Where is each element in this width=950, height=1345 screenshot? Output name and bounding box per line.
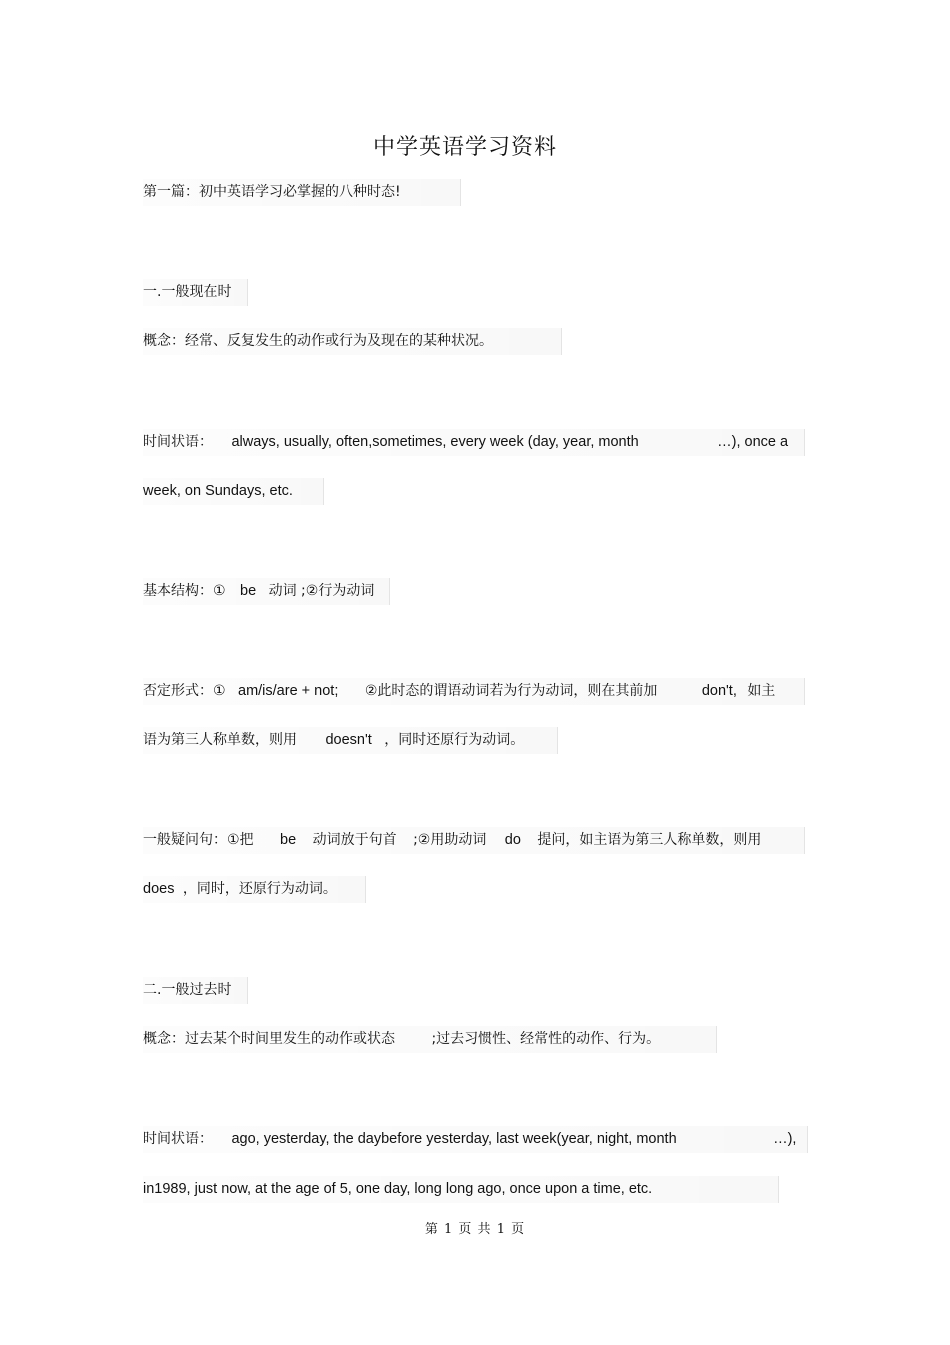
section-1-question-continued [143, 876, 366, 903]
section-2-concept [143, 1026, 717, 1053]
negative-part-7: ，同时还原行为动词。 [384, 732, 525, 748]
section-2-time-adverbials-continued [143, 1176, 779, 1203]
time-list-part-3: week, on Sundays, etc. [143, 483, 293, 499]
section-1-heading [143, 279, 248, 306]
section-2-heading-text: 二.一般过去时 [143, 982, 232, 998]
negative-part-4: 如主 [747, 683, 776, 699]
time-list-part-1: always, usually, often,sometimes, every week (day, year, month [231, 434, 639, 450]
time-list-part-2: …), once a [717, 434, 789, 450]
question-part-7: does [143, 881, 175, 897]
section-1-negative [143, 678, 805, 705]
section-2-time-list-part-3: in1989, just now, at the age of 5, one day, long long ago, once upon a time, etc. [143, 1181, 653, 1197]
section-2-time-label: 时间状语： [143, 1131, 213, 1147]
section-1-concept-text: 概念：经常、反复发生的动作或行为及现在的某种状况。 [143, 333, 493, 349]
question-part-2: be [280, 832, 297, 848]
negative-part-2: ②此时态的谓语动词若为行为动词，则在其前加 [364, 683, 658, 699]
negative-part-1: am/is/are + not; [238, 683, 339, 699]
negative-part-3: don't, [701, 683, 737, 699]
chapter-heading-text: 第一篇：初中英语学习必掌握的八种时态! [143, 184, 401, 200]
question-part-8: ，同时，还原行为动词。 [182, 881, 337, 897]
chapter-heading [143, 179, 461, 206]
section-1-negative-continued [143, 727, 558, 754]
negative-part-6: doesn't [325, 732, 372, 748]
section-2-concept-part-1: 概念：过去某个时间里发生的动作或状态 [143, 1031, 395, 1047]
section-1-concept [143, 328, 562, 355]
structure-rest: 动词 ;②行为动词 [268, 583, 375, 599]
structure-be: be [240, 583, 257, 599]
question-part-6: 提问，如主语为第三人称单数，则用 [537, 832, 762, 848]
section-2-time-list-part-1: ago, yesterday, the daybefore yesterday, last week(year, night, month [231, 1131, 677, 1147]
question-part-3: 动词放于句首 [312, 832, 397, 848]
section-1-structure [143, 578, 390, 605]
time-label: 时间状语： [143, 434, 213, 450]
page-title: 中学英语学习资料 [372, 135, 557, 160]
question-part-5: do [504, 832, 521, 848]
section-1-time-adverbials-continued [143, 478, 324, 505]
question-part-1: 一般疑问句：①把 [143, 832, 254, 848]
section-1-question [143, 827, 805, 854]
section-2-time-list-part-2: …), [773, 1131, 797, 1147]
question-part-4: ;②用助动词 [413, 832, 487, 848]
section-1-heading-text: 一.一般现在时 [143, 284, 232, 300]
section-2-concept-part-2: ;过去习惯性、经常性的动作、行为。 [431, 1031, 661, 1047]
page-footer: 第 1 页 共 1 页 [424, 1222, 526, 1237]
section-1-time-adverbials [143, 429, 805, 456]
section-2-heading [143, 977, 248, 1004]
negative-part-5: 语为第三人称单数，则用 [143, 732, 297, 748]
structure-label: 基本结构：① [143, 583, 226, 599]
negative-label: 否定形式：① [143, 683, 226, 699]
section-2-time-adverbials [143, 1126, 808, 1153]
